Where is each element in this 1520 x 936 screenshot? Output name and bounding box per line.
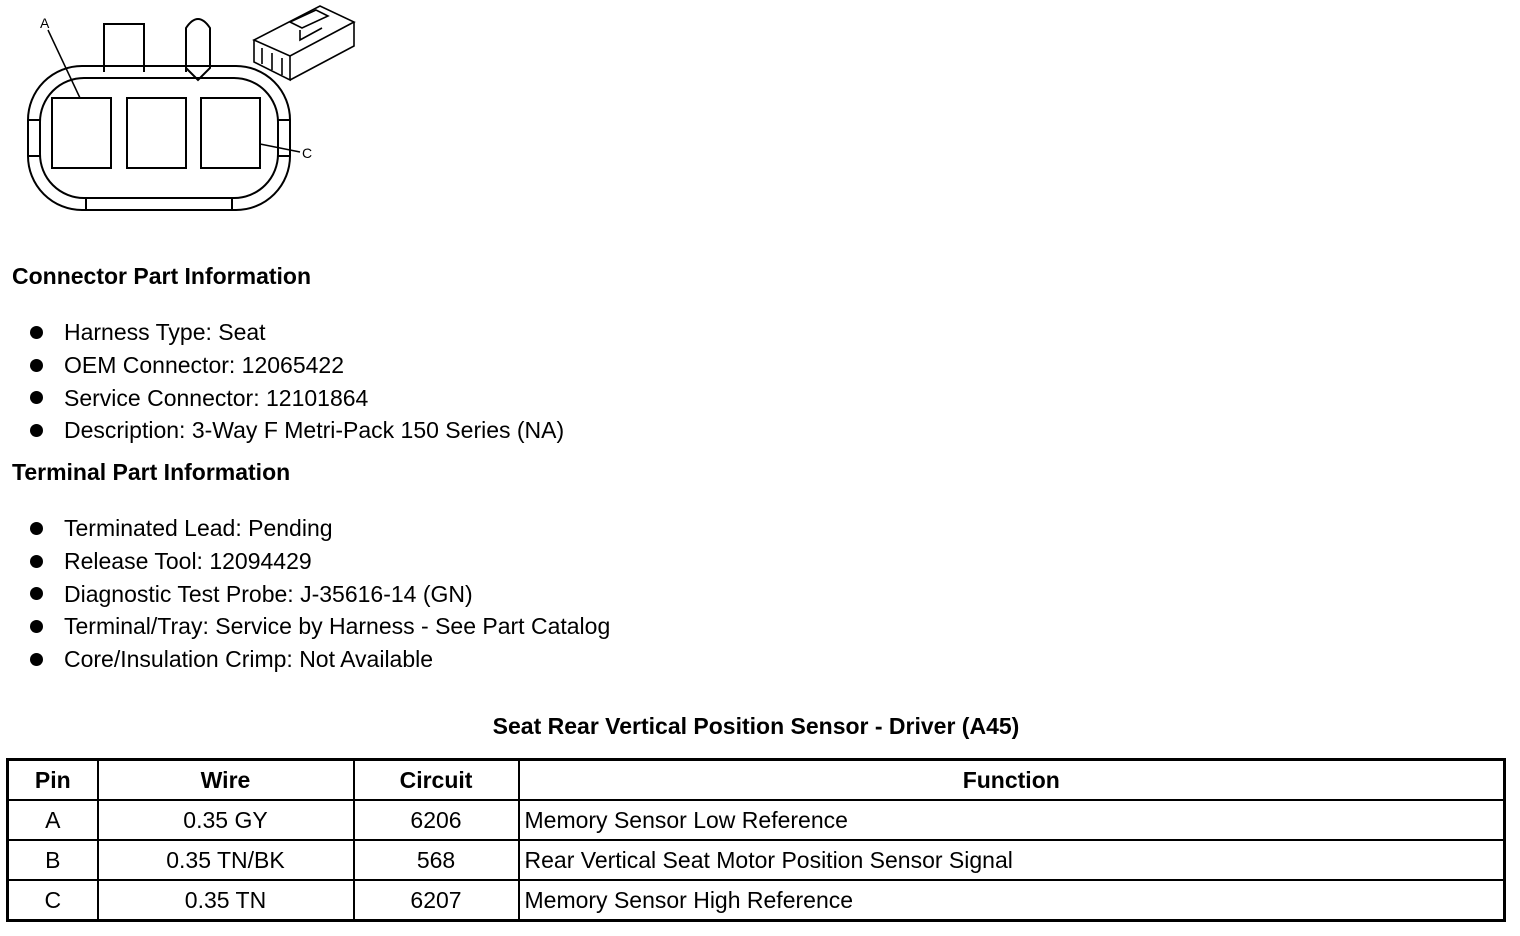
bullet-icon bbox=[30, 391, 43, 404]
list-item bbox=[28, 414, 564, 447]
bullet-icon bbox=[30, 359, 43, 372]
bullet-icon bbox=[30, 326, 43, 339]
connector-key-tab bbox=[186, 19, 210, 80]
table-row bbox=[8, 800, 1505, 840]
table-header-row bbox=[8, 760, 1505, 801]
cell-pin: C bbox=[8, 880, 98, 921]
list-item bbox=[28, 382, 564, 415]
cell-circuit: 568 bbox=[354, 840, 519, 880]
list-item-text: Service Connector: 12101864 bbox=[64, 384, 369, 411]
terminal-info-list bbox=[28, 512, 610, 676]
cavity-c bbox=[201, 98, 260, 168]
list-item bbox=[28, 545, 610, 578]
cell-function: Memory Sensor High Reference bbox=[519, 880, 1505, 921]
list-item-text: Terminated Lead: Pending bbox=[64, 515, 333, 541]
cell-wire: 0.35 TN/BK bbox=[98, 840, 354, 880]
pin-label-c: C bbox=[302, 145, 313, 161]
cell-circuit: 6207 bbox=[354, 880, 519, 921]
list-item bbox=[28, 316, 564, 349]
connector-diagram bbox=[0, 0, 380, 230]
header-wire: Wire bbox=[98, 760, 354, 801]
list-item bbox=[28, 610, 610, 643]
pin-label-a: A bbox=[40, 15, 50, 31]
bullet-icon bbox=[30, 555, 43, 568]
cell-circuit: 6206 bbox=[354, 800, 519, 840]
bullet-icon bbox=[30, 522, 43, 535]
cell-wire: 0.35 TN bbox=[98, 880, 354, 921]
terminal-info-title: Terminal Part Information bbox=[12, 459, 291, 485]
cell-function: Rear Vertical Seat Motor Position Sensor Signal bbox=[519, 840, 1505, 880]
cavity-a bbox=[52, 98, 111, 168]
bullet-icon bbox=[30, 424, 43, 437]
cell-wire: 0.35 GY bbox=[98, 800, 354, 840]
connector-info-title: Connector Part Information bbox=[12, 263, 312, 289]
connector-info-list bbox=[28, 316, 564, 447]
connector-body-outer bbox=[28, 66, 290, 210]
list-item-text: Terminal/Tray: Service by Harness - See Part Catalog bbox=[64, 613, 611, 640]
cell-pin: B bbox=[8, 840, 98, 880]
cell-pin: A bbox=[8, 800, 98, 840]
header-circuit: Circuit bbox=[354, 760, 519, 801]
pin-table-title: Seat Rear Vertical Position Sensor - Driver (A45) bbox=[492, 713, 1020, 739]
cell-function: Memory Sensor Low Reference bbox=[519, 800, 1505, 840]
connector-3d-icon bbox=[254, 6, 354, 80]
table-row bbox=[8, 840, 1505, 880]
list-item-text: Core/Insulation Crimp: Not Available bbox=[64, 646, 434, 673]
header-function: Function bbox=[519, 760, 1505, 801]
bullet-icon bbox=[30, 620, 43, 633]
connector-lock-tab bbox=[104, 24, 144, 72]
bullet-icon bbox=[30, 587, 43, 600]
cavity-b bbox=[127, 98, 186, 168]
header-pin: Pin bbox=[8, 760, 98, 801]
list-item bbox=[28, 512, 610, 545]
list-item-text: Harness Type: Seat bbox=[64, 319, 266, 345]
table-row bbox=[8, 880, 1505, 921]
list-item bbox=[28, 349, 564, 382]
list-item-text: Release Tool: 12094429 bbox=[64, 547, 312, 574]
bullet-icon bbox=[30, 653, 43, 666]
list-item-text: OEM Connector: 12065422 bbox=[64, 351, 345, 378]
pin-table bbox=[6, 758, 1506, 922]
connector-body-inner bbox=[40, 78, 278, 198]
list-item-text: Diagnostic Test Probe: J-35616-14 (GN) bbox=[64, 580, 473, 607]
list-item bbox=[28, 643, 610, 676]
list-item bbox=[28, 578, 610, 611]
list-item-text: Description: 3-Way F Metri-Pack 150 Series (NA) bbox=[64, 417, 565, 444]
